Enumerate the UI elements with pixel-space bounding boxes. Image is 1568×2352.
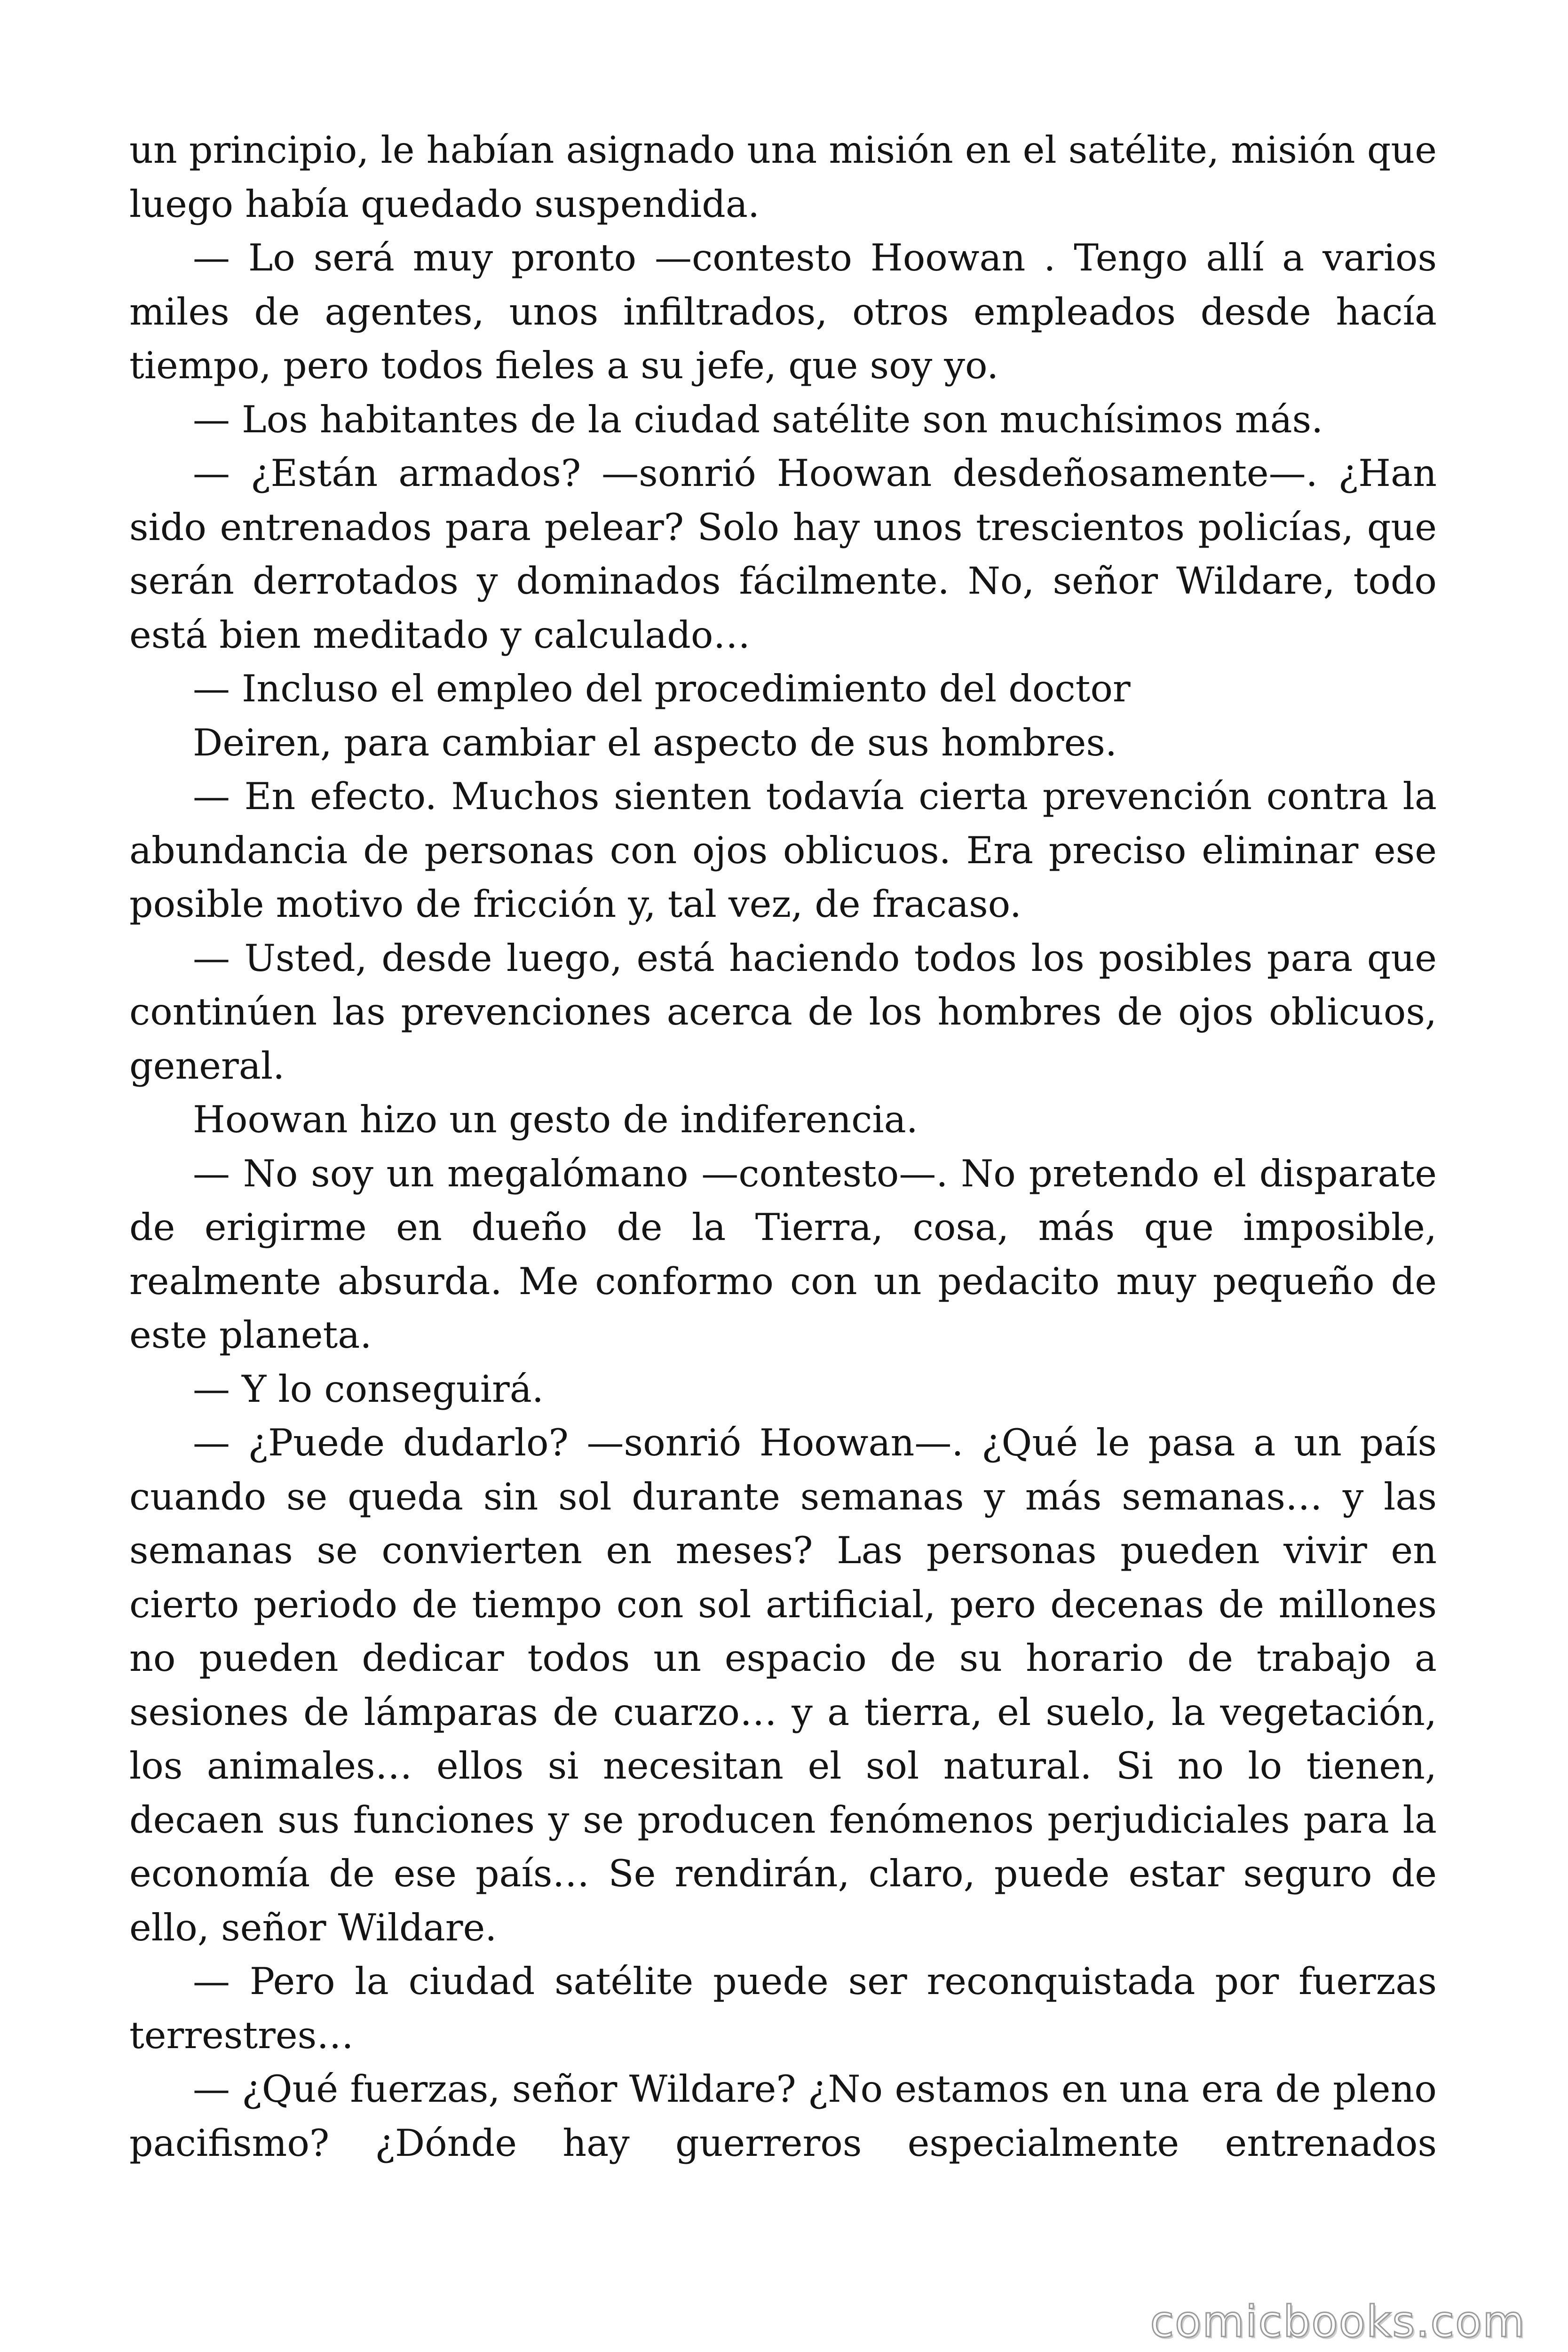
paragraph-8: — Usted, desde luego, está haciendo todos los posibles para que continúen las prevenciones acerca de los hombres de ojos oblicuos, general.	[129, 936, 1437, 1088]
paragraph-2: — Lo será muy pronto —contesto Hoowan . Tengo allí a varios miles de agentes, unos infiltrados, otros empleados desde hacía tiempo, pero todos fieles a su jefe, que soy yo.	[129, 236, 1437, 387]
paragraph-6: Deiren, para cambiar el aspecto de sus hombres.	[193, 721, 1117, 764]
paragraph-11: — Y lo conseguirá.	[193, 1367, 544, 1411]
paragraph-14: — ¿Qué fuerzas, señor Wildare? ¿No estamos en una era de pleno pacifismo? ¿Dónde hay guerreros especialmente entrenados	[129, 2067, 1437, 2165]
paragraph-10: — No soy un megalómano —contesto—. No pretendo el disparate de erigirme en dueño de la Tierra, cosa, más que imposible, realmente absurda. Me conformo con un pedacito muy pequeño de este planeta.	[129, 1152, 1437, 1357]
paragraph-5: — Incluso el empleo del procedimiento del doctor	[193, 667, 1131, 710]
book-page-text	[129, 123, 1437, 2170]
paragraph-3: — Los habitantes de la ciudad satélite son muchísimos más.	[193, 397, 1323, 441]
paragraph-7: — En efecto. Muchos sienten todavía cierta prevención contra la abundancia de personas con ojos oblicuos. Era preciso eliminar ese posible motivo de fricción y, tal vez, de fracaso.	[129, 775, 1437, 926]
paragraph-12: — ¿Puede dudarlo? —sonrió Hoowan—. ¿Qué le pasa a un país cuando se queda sin sol durante semanas y más semanas… y las semanas se convierten en meses? Las personas pueden vivir en cierto periodo de tiempo con sol artificial, pero decenas de millones no pueden dedicar todos un espacio de su horario de trabajo a sesiones de lámparas de cuarzo… y a tierra, el suelo, la vegetación, los animales… ellos si necesitan el sol natural. Si no lo tienen, decaen sus funciones y se producen fenómenos perjudiciales para la economía de ese país… Se rendirán, claro, puede estar seguro de ello, señor Wildare.	[129, 1421, 1437, 1949]
paragraph-9: Hoowan hizo un gesto de indiferencia.	[193, 1098, 918, 1141]
paragraph-1: un principio, le habían asignado una misión en el satélite, misión que luego había quedado suspendida.	[129, 128, 1437, 226]
paragraph-4: — ¿Están armados? —sonrió Hoowan desdeñosamente—. ¿Han sido entrenados para pelear? Solo hay unos trescientos policías, que serán derrotados y dominados fácilmente. No, señor Wildare, todo está bien meditado y calculado…	[129, 452, 1437, 657]
watermark-logo: comicbooks.com	[1150, 2296, 1526, 2347]
paragraph-13: — Pero la ciudad satélite puede ser reconquistada por fuerzas terrestres…	[129, 1960, 1437, 2057]
